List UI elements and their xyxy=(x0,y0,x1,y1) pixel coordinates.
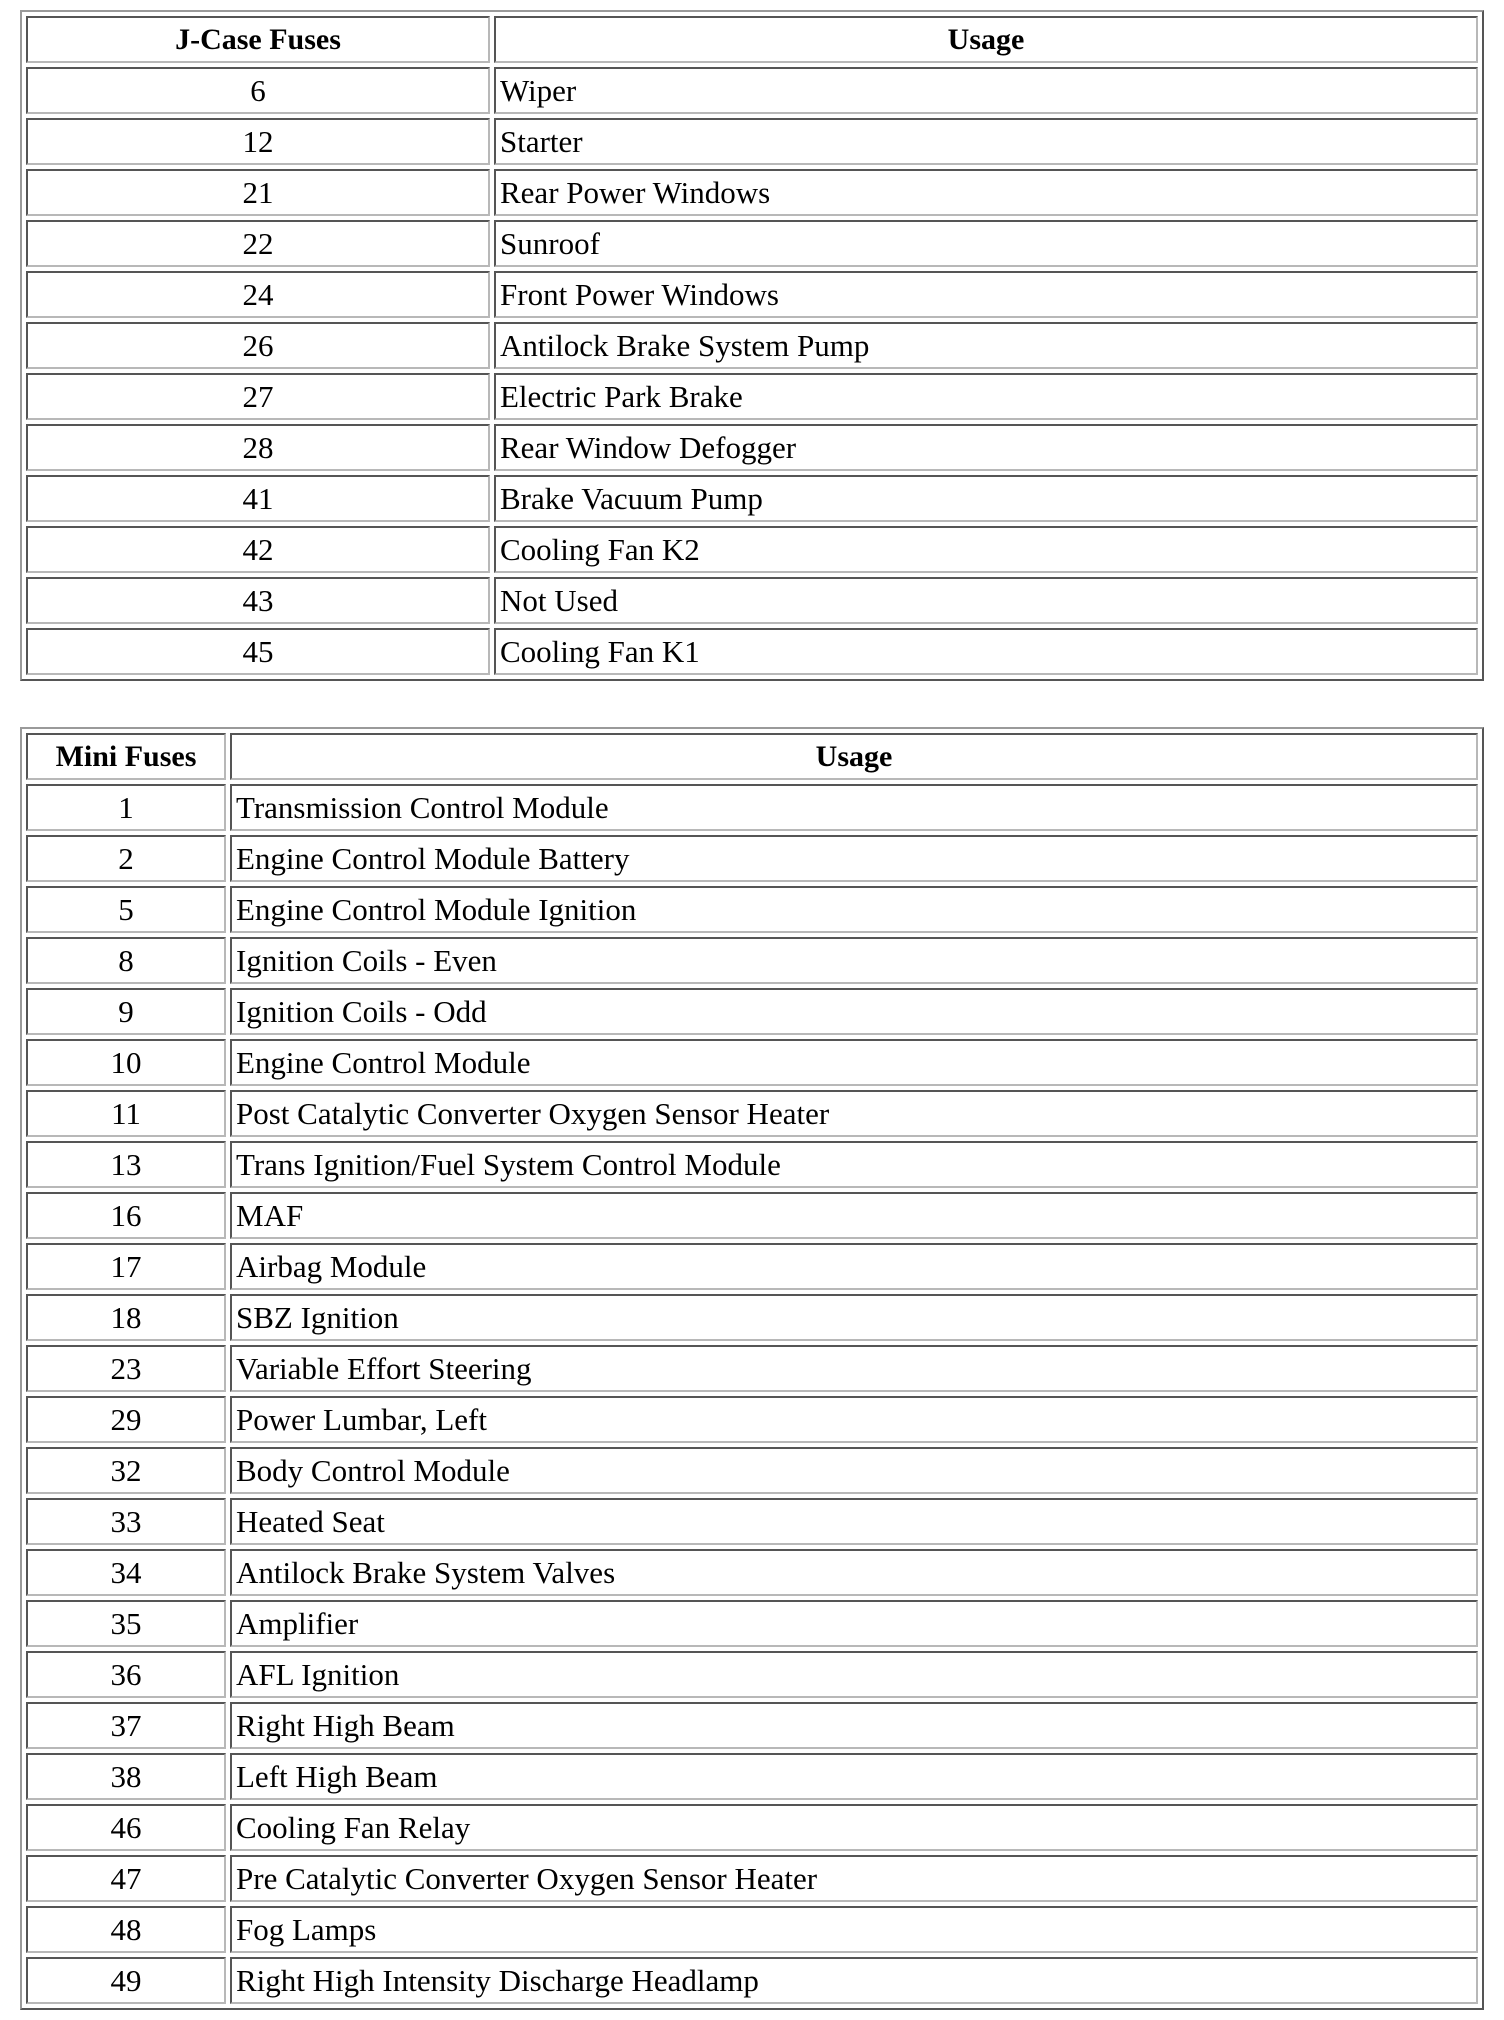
fuse-usage-cell: Not Used xyxy=(494,577,1478,624)
table-row xyxy=(26,322,1478,369)
fuse-usage-cell: Rear Power Windows xyxy=(494,169,1478,216)
fuse-usage-cell: Starter xyxy=(494,118,1478,165)
table-row xyxy=(26,271,1478,318)
table-row xyxy=(26,1906,1478,1953)
table-row xyxy=(26,1855,1478,1902)
fuse-number-cell: 32 xyxy=(26,1447,226,1494)
table-row xyxy=(26,988,1478,1035)
fuse-usage-cell: Front Power Windows xyxy=(494,271,1478,318)
fuse-usage-cell: Brake Vacuum Pump xyxy=(494,475,1478,522)
fuse-number-cell: 49 xyxy=(26,1957,226,2004)
table-row xyxy=(26,1702,1478,1749)
fuse-number-cell: 42 xyxy=(26,526,490,573)
fuse-number-cell: 27 xyxy=(26,373,490,420)
fuse-number-cell: 41 xyxy=(26,475,490,522)
table-row xyxy=(26,67,1478,114)
fuse-usage-cell: Electric Park Brake xyxy=(494,373,1478,420)
fuse-number-cell: 5 xyxy=(26,886,226,933)
table-row xyxy=(26,1141,1478,1188)
column-header-fuse: Mini Fuses xyxy=(26,733,226,780)
table-row xyxy=(26,118,1478,165)
fuse-usage-cell: Heated Seat xyxy=(230,1498,1478,1545)
fuse-number-cell: 16 xyxy=(26,1192,226,1239)
fuse-usage-cell: Engine Control Module Ignition xyxy=(230,886,1478,933)
fuse-usage-cell: Left High Beam xyxy=(230,1753,1478,1800)
fuse-number-cell: 34 xyxy=(26,1549,226,1596)
fuse-number-cell: 11 xyxy=(26,1090,226,1137)
fuse-number-cell: 28 xyxy=(26,424,490,471)
table-row xyxy=(26,835,1478,882)
fuse-usage-cell: Airbag Module xyxy=(230,1243,1478,1290)
table-row xyxy=(26,1498,1478,1545)
fuse-number-cell: 10 xyxy=(26,1039,226,1086)
mini-table-body xyxy=(26,784,1478,2004)
fuse-usage-cell: Antilock Brake System Valves xyxy=(230,1549,1478,1596)
fuse-number-cell: 33 xyxy=(26,1498,226,1545)
table-row xyxy=(26,424,1478,471)
fuse-usage-cell: Right High Beam xyxy=(230,1702,1478,1749)
jcase-table-body xyxy=(26,67,1478,675)
table-row xyxy=(26,526,1478,573)
fuse-usage-cell: Ignition Coils - Even xyxy=(230,937,1478,984)
table-row xyxy=(26,220,1478,267)
fuse-number-cell: 38 xyxy=(26,1753,226,1800)
column-header-usage: Usage xyxy=(230,733,1478,780)
fuse-usage-cell: Post Catalytic Converter Oxygen Sensor Heater xyxy=(230,1090,1478,1137)
fuse-number-cell: 37 xyxy=(26,1702,226,1749)
fuse-usage-cell: Cooling Fan Relay xyxy=(230,1804,1478,1851)
fuse-usage-cell: Pre Catalytic Converter Oxygen Sensor Heater xyxy=(230,1855,1478,1902)
fuse-number-cell: 43 xyxy=(26,577,490,624)
table-row xyxy=(26,886,1478,933)
fuse-number-cell: 48 xyxy=(26,1906,226,1953)
fuse-usage-cell: Wiper xyxy=(494,67,1478,114)
jcase-fuses-table xyxy=(20,10,1484,681)
fuse-number-cell: 6 xyxy=(26,67,490,114)
fuse-number-cell: 22 xyxy=(26,220,490,267)
fuse-usage-cell: AFL Ignition xyxy=(230,1651,1478,1698)
fuse-usage-cell: Ignition Coils - Odd xyxy=(230,988,1478,1035)
table-row xyxy=(26,1192,1478,1239)
fuse-number-cell: 36 xyxy=(26,1651,226,1698)
fuse-usage-cell: Engine Control Module Battery xyxy=(230,835,1478,882)
fuse-usage-cell: Engine Control Module xyxy=(230,1039,1478,1086)
table-row xyxy=(26,1396,1478,1443)
column-header-fuse: J-Case Fuses xyxy=(26,16,490,63)
table-row xyxy=(26,937,1478,984)
fuse-number-cell: 24 xyxy=(26,271,490,318)
fuse-number-cell: 21 xyxy=(26,169,490,216)
table-row xyxy=(26,1243,1478,1290)
table-row xyxy=(26,577,1478,624)
fuse-number-cell: 9 xyxy=(26,988,226,1035)
table-row xyxy=(26,1039,1478,1086)
table-row xyxy=(26,1651,1478,1698)
fuse-usage-cell: Power Lumbar, Left xyxy=(230,1396,1478,1443)
fuse-number-cell: 2 xyxy=(26,835,226,882)
fuse-number-cell: 29 xyxy=(26,1396,226,1443)
fuse-usage-cell: MAF xyxy=(230,1192,1478,1239)
table-row xyxy=(26,1600,1478,1647)
fuse-usage-cell: Cooling Fan K2 xyxy=(494,526,1478,573)
fuse-usage-cell: Amplifier xyxy=(230,1600,1478,1647)
fuse-usage-cell: Sunroof xyxy=(494,220,1478,267)
fuse-number-cell: 26 xyxy=(26,322,490,369)
fuse-number-cell: 17 xyxy=(26,1243,226,1290)
fuse-usage-cell: Right High Intensity Discharge Headlamp xyxy=(230,1957,1478,2004)
fuse-usage-cell: Antilock Brake System Pump xyxy=(494,322,1478,369)
fuse-usage-cell: Cooling Fan K1 xyxy=(494,628,1478,675)
table-header-row xyxy=(26,733,1478,780)
fuse-number-cell: 12 xyxy=(26,118,490,165)
column-header-usage: Usage xyxy=(494,16,1478,63)
fuse-number-cell: 8 xyxy=(26,937,226,984)
table-row xyxy=(26,1753,1478,1800)
fuse-usage-cell: Variable Effort Steering xyxy=(230,1345,1478,1392)
fuse-number-cell: 35 xyxy=(26,1600,226,1647)
table-row xyxy=(26,475,1478,522)
fuse-usage-cell: SBZ Ignition xyxy=(230,1294,1478,1341)
fuse-number-cell: 47 xyxy=(26,1855,226,1902)
table-row xyxy=(26,1090,1478,1137)
fuse-number-cell: 46 xyxy=(26,1804,226,1851)
table-row xyxy=(26,1294,1478,1341)
fuse-number-cell: 13 xyxy=(26,1141,226,1188)
fuse-number-cell: 1 xyxy=(26,784,226,831)
table-row xyxy=(26,169,1478,216)
fuse-number-cell: 45 xyxy=(26,628,490,675)
fuse-usage-cell: Trans Ignition/Fuel System Control Module xyxy=(230,1141,1478,1188)
table-row xyxy=(26,1549,1478,1596)
table-row xyxy=(26,1447,1478,1494)
fuse-number-cell: 23 xyxy=(26,1345,226,1392)
fuse-usage-cell: Body Control Module xyxy=(230,1447,1478,1494)
fuse-usage-cell: Fog Lamps xyxy=(230,1906,1478,1953)
table-row xyxy=(26,1345,1478,1392)
fuse-usage-cell: Rear Window Defogger xyxy=(494,424,1478,471)
table-row xyxy=(26,784,1478,831)
table-header-row xyxy=(26,16,1478,63)
fuse-number-cell: 18 xyxy=(26,1294,226,1341)
mini-fuses-table xyxy=(20,727,1484,2010)
table-row xyxy=(26,1957,1478,2004)
table-row xyxy=(26,628,1478,675)
table-row xyxy=(26,373,1478,420)
table-row xyxy=(26,1804,1478,1851)
fuse-usage-cell: Transmission Control Module xyxy=(230,784,1478,831)
